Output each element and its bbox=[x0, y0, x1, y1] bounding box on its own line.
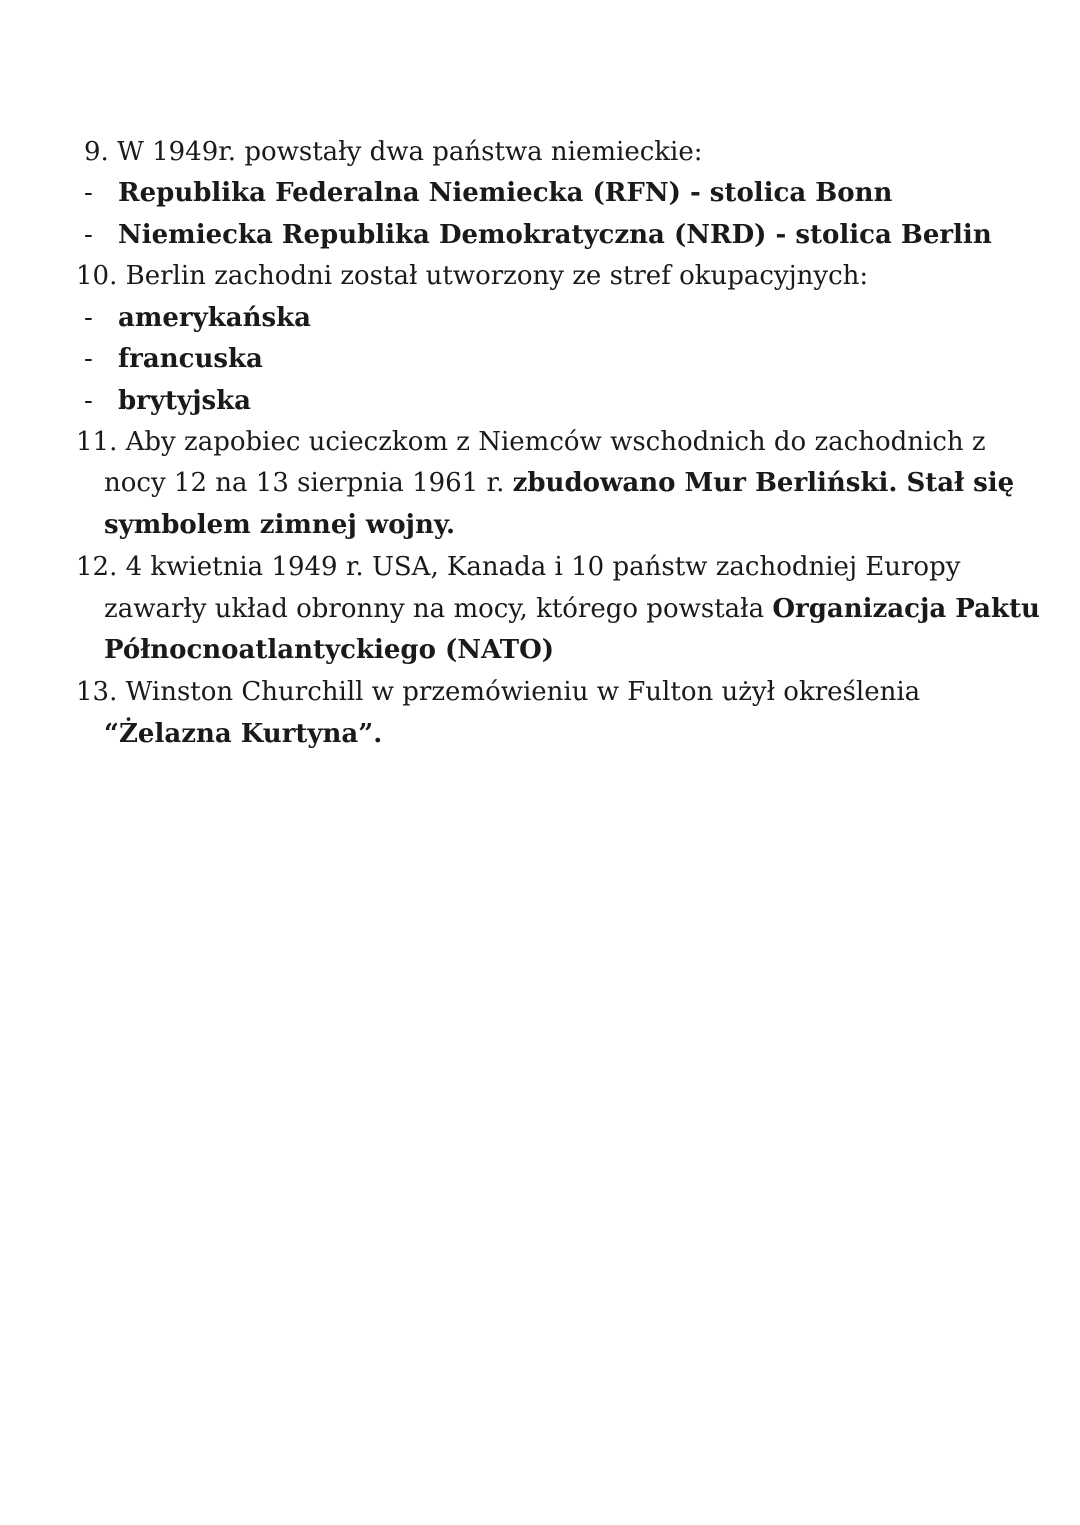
item-10-bullet-french: francuska bbox=[118, 344, 263, 374]
item-13-number: 13. bbox=[76, 677, 118, 707]
item-13-heading bbox=[76, 675, 920, 709]
item-13-line2: “Żelazna Kurtyna”. bbox=[104, 719, 383, 749]
item-12-line3: Północnoatlantyckiego (NATO) bbox=[104, 635, 555, 665]
item-11-line2-bold: zbudowano Mur Berliński. Stał się bbox=[512, 468, 1015, 498]
item-12-heading bbox=[76, 550, 960, 584]
item-10-heading bbox=[76, 259, 868, 293]
item-10-number: 10. bbox=[76, 261, 118, 291]
item-10-text: Berlin zachodni został utworzony ze stref okupacyjnych: bbox=[125, 261, 869, 291]
item-10-bullet-american: amerykańska bbox=[118, 303, 311, 333]
bullet-dash: - bbox=[84, 344, 93, 374]
bullet-dash: - bbox=[84, 386, 93, 416]
item-12-line2-bold: Organizacja Paktu bbox=[772, 594, 1040, 624]
item-11-heading bbox=[76, 425, 986, 459]
item-11-line3: symbolem zimnej wojny. bbox=[104, 510, 456, 540]
item-12-line1: 4 kwietnia 1949 r. USA, Kanada i 10 państw zachodniej Europy bbox=[125, 552, 961, 582]
item-9-text: W 1949r. powstały dwa państwa niemieckie: bbox=[117, 137, 703, 167]
item-9-heading bbox=[84, 135, 703, 169]
item-10-bullet-british: brytyjska bbox=[118, 386, 252, 416]
item-12-number: 12. bbox=[76, 552, 118, 582]
bullet-dash: - bbox=[84, 178, 93, 208]
item-9-bullet-rfn: Republika Federalna Niemiecka (RFN) - stolica Bonn bbox=[118, 178, 893, 208]
bullet-dash: - bbox=[84, 220, 93, 250]
item-11-line2-normal: nocy 12 na 13 sierpnia 1961 r. bbox=[104, 468, 513, 498]
item-12-line2 bbox=[104, 592, 1040, 626]
item-11-number: 11. bbox=[76, 427, 118, 457]
item-9-bullet-nrd: Niemiecka Republika Demokratyczna (NRD) - stolica Berlin bbox=[118, 220, 992, 250]
item-12-line2-normal: zawarły układ obronny na mocy, którego powstała bbox=[104, 594, 773, 624]
bullet-dash: - bbox=[84, 303, 93, 333]
item-11-line1: Aby zapobiec ucieczkom z Niemców wschodnich do zachodnich z bbox=[125, 427, 986, 457]
item-9-number: 9. bbox=[84, 137, 109, 167]
item-11-line2 bbox=[104, 466, 1014, 500]
item-13-line1: Winston Churchill w przemówieniu w Fulton użył określenia bbox=[125, 677, 921, 707]
